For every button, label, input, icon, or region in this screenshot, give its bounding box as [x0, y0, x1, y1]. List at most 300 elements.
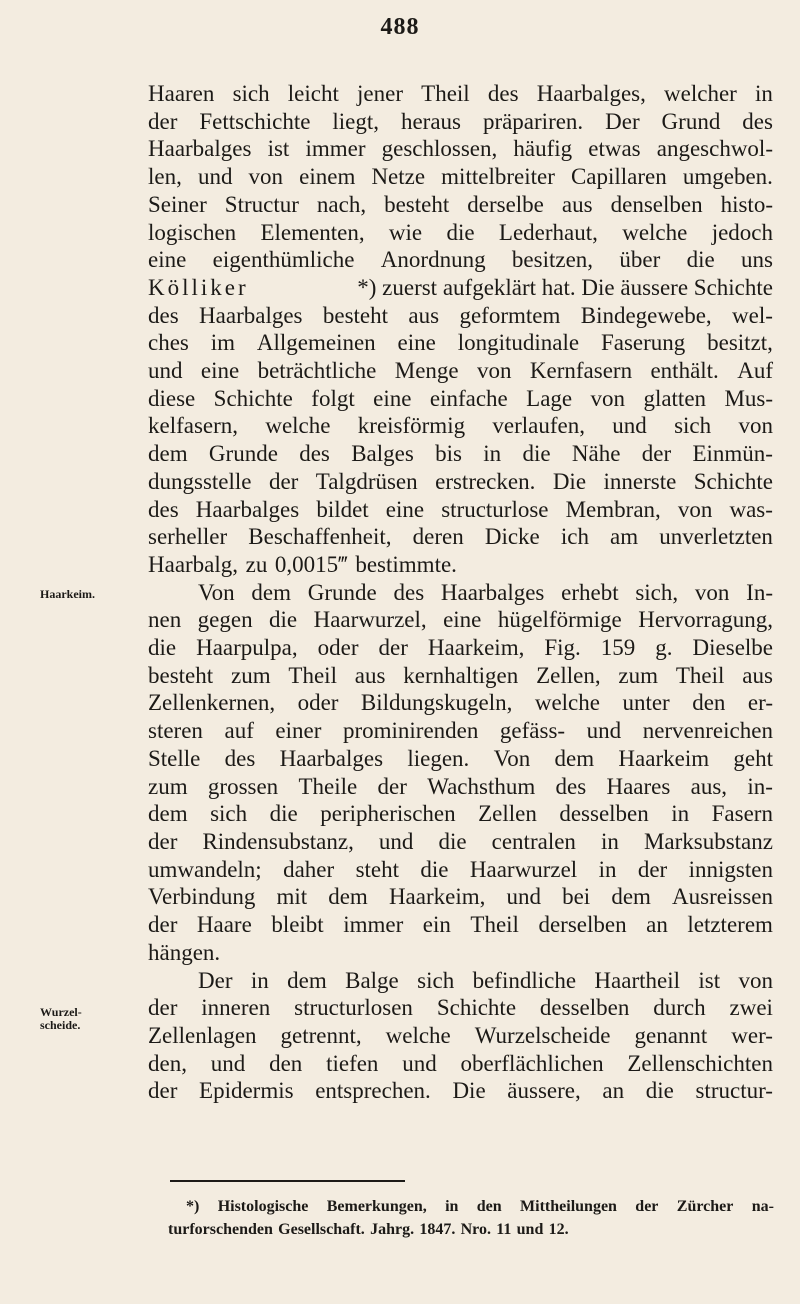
margin-note-haarkeim: Haarkeim.: [40, 587, 95, 601]
word: sich: [417, 967, 455, 993]
word: Balge: [345, 967, 399, 993]
word: Wurzelscheide: [474, 1022, 611, 1048]
word: Menge: [394, 358, 459, 384]
word: von: [677, 496, 713, 522]
word: hängen.: [148, 939, 221, 965]
word: Die: [452, 1078, 486, 1104]
word: Marksubstanz: [643, 828, 773, 854]
text-line: [148, 246, 773, 274]
word: zum: [230, 662, 271, 688]
word: Talgdrüsen: [315, 468, 418, 494]
text-line: [148, 717, 773, 745]
word: besitzt,: [707, 330, 773, 356]
word: Haarbalges: [148, 136, 252, 162]
word: Schichte: [213, 385, 293, 411]
word: Gesellschaft.: [278, 1221, 365, 1238]
word: Fettschichte: [199, 108, 311, 134]
word: in: [600, 828, 619, 854]
word: Capillaren: [570, 164, 667, 190]
word: geformtem: [459, 302, 561, 328]
text-line: [148, 662, 773, 690]
word: letzterem: [687, 912, 773, 938]
word: dem: [251, 579, 292, 605]
word: Einmün-: [692, 441, 773, 467]
text-line: [148, 163, 773, 191]
word: logischen: [148, 219, 237, 245]
word: g.: [655, 635, 673, 661]
word: den: [692, 690, 726, 716]
word: Die: [552, 468, 587, 494]
word: die: [645, 1078, 674, 1104]
text-line: [148, 606, 773, 634]
word: und: [586, 718, 622, 744]
word: Fig.: [544, 635, 581, 661]
text-line: [148, 523, 773, 551]
word: desselben: [559, 801, 649, 827]
word: immer: [305, 136, 366, 162]
word: Zürcher: [676, 1198, 734, 1215]
word: der: [148, 108, 178, 134]
word: entsprechen.: [315, 1078, 431, 1104]
word: dem: [554, 745, 595, 771]
word: etwas: [588, 136, 641, 162]
page-number: 488: [380, 14, 420, 40]
footnote: [168, 1195, 774, 1241]
word: Haarkeim,: [388, 884, 486, 910]
text-line: [148, 911, 773, 939]
word: Der: [198, 967, 233, 993]
word: kreisförmig: [357, 413, 466, 439]
word: von: [248, 164, 284, 190]
footnote-line: [168, 1218, 774, 1241]
word: von: [477, 358, 512, 384]
word: der: [378, 635, 408, 661]
word: Haarpulpa,: [196, 635, 298, 661]
word: kernhaltigen: [403, 662, 519, 688]
word: des: [224, 745, 256, 771]
word: Haarbalges: [199, 302, 303, 328]
word: und: [402, 1050, 437, 1076]
text-line: [148, 135, 773, 163]
word: häufig: [513, 136, 573, 162]
word: sich: [210, 801, 248, 827]
word: erstrecken.: [435, 468, 536, 494]
word: umgeben.: [682, 164, 773, 190]
word: Haarbalges: [440, 579, 545, 605]
word: peripherischen: [320, 801, 456, 827]
word: Histologische: [217, 1198, 309, 1215]
word: Membran,: [565, 496, 661, 522]
word: wer-: [731, 1022, 773, 1048]
word: ches: [148, 330, 189, 356]
word: er-: [747, 690, 773, 716]
word: Theil: [675, 662, 725, 688]
word: Structur: [224, 191, 299, 217]
word: in: [598, 856, 617, 882]
word: der: [637, 856, 668, 882]
word: unter: [622, 690, 670, 716]
word: heraus: [400, 108, 461, 134]
word: mittelbreiter: [441, 164, 555, 190]
word: Haares: [606, 773, 671, 799]
word: über: [619, 247, 661, 273]
word: Netze: [371, 164, 426, 190]
text-line: [148, 800, 773, 828]
word: Wachsthum: [427, 773, 536, 799]
word: bestimmte.: [355, 551, 457, 577]
word: einer: [275, 718, 322, 744]
text-line: [148, 468, 773, 496]
word: 159: [600, 635, 636, 661]
word: der: [635, 1198, 659, 1215]
word: erhebt: [561, 579, 619, 605]
word: eine: [148, 247, 187, 273]
word: Theil: [470, 912, 519, 938]
word: des: [393, 579, 425, 605]
word: der: [148, 1078, 178, 1104]
word: Grunde: [307, 579, 377, 605]
word: daher: [283, 856, 335, 882]
word: die: [438, 828, 467, 854]
text-line: [148, 329, 773, 357]
word: Bemerkungen,: [326, 1198, 427, 1215]
word: dungsstelle: [148, 468, 252, 494]
word: Haarwurzel: [469, 856, 578, 882]
word: dem: [148, 801, 188, 827]
word: an: [646, 912, 668, 938]
text-line: [148, 994, 773, 1022]
word: in: [671, 801, 690, 827]
word: Beschaffenheit,: [248, 524, 392, 550]
word: Stelle: [148, 745, 201, 771]
word: 11: [496, 1221, 512, 1238]
text-line: [148, 385, 773, 413]
word: Lederhaut,: [498, 219, 598, 245]
word: beträchtliche: [257, 358, 377, 384]
word: denselben: [610, 191, 703, 217]
word: Zellenkernen,: [148, 690, 276, 716]
word: Elementen,: [260, 219, 365, 245]
word: und: [612, 413, 647, 439]
word: in: [483, 441, 502, 467]
word: was-: [729, 496, 773, 522]
word: Zellen: [478, 801, 537, 827]
word: leicht: [287, 81, 339, 106]
word: welche: [265, 413, 331, 439]
word: tiefen: [326, 1050, 379, 1076]
word: sich: [674, 413, 712, 439]
word: Kernfasern: [529, 358, 633, 384]
word: des: [148, 496, 179, 522]
word: wie: [388, 219, 423, 245]
word: dem: [611, 884, 651, 910]
word: longitudinale: [457, 330, 580, 356]
word: len,: [148, 164, 182, 190]
footnote-divider: [170, 1180, 405, 1182]
word: Haare: [196, 912, 252, 938]
word: Bildungskugeln,: [360, 690, 513, 716]
word: inneren: [201, 995, 271, 1021]
word: an: [602, 1078, 625, 1104]
word: liegen.: [407, 745, 470, 771]
text-line: [148, 496, 773, 524]
word: dem: [287, 967, 327, 993]
text-line: [148, 551, 773, 579]
word: die: [420, 856, 449, 882]
word: durch: [653, 995, 706, 1021]
word: bildet: [316, 496, 369, 522]
word: eine: [397, 330, 436, 356]
word: centralen: [491, 828, 576, 854]
word: dem: [148, 441, 188, 467]
word: zwei: [729, 995, 773, 1021]
word: befindliche: [472, 967, 577, 993]
text-line: [148, 191, 773, 219]
paragraph-2: [148, 579, 773, 967]
word: in: [755, 81, 773, 106]
word: den: [269, 1050, 303, 1076]
word: die: [446, 219, 475, 245]
word: Balges: [351, 441, 414, 467]
word: des: [148, 302, 179, 328]
word: Haarkeim: [618, 745, 710, 771]
word: Haarkeim,: [427, 635, 525, 661]
word: desselben: [539, 995, 630, 1021]
word: Grunde: [208, 441, 278, 467]
word: in: [445, 1198, 459, 1215]
body-text: [148, 80, 773, 1105]
word: steren: [148, 718, 203, 744]
word: im: [210, 330, 236, 356]
word: jener: [357, 81, 403, 106]
word: sich: [232, 81, 270, 106]
footnote-line: [168, 1195, 774, 1218]
word: derselbe: [467, 191, 544, 217]
word: und: [378, 828, 414, 854]
word: Verbindung: [148, 884, 256, 910]
word: des: [555, 773, 587, 799]
word: unverletzten: [659, 524, 773, 550]
word: Jahrg.: [370, 1221, 415, 1238]
text-line: [148, 828, 773, 856]
word: den,: [148, 1050, 187, 1076]
word: dem: [328, 884, 368, 910]
word: Haaren: [148, 81, 215, 106]
word: innigsten: [688, 856, 773, 882]
margin-note-line: scheide.: [40, 1018, 81, 1032]
word: na-: [751, 1198, 774, 1215]
word: gefäss-: [499, 718, 566, 744]
word: der: [377, 773, 407, 799]
word: Von: [198, 579, 235, 605]
word: in: [250, 967, 269, 993]
word: jedoch: [711, 219, 773, 245]
word: aus: [354, 662, 386, 688]
word: von: [738, 413, 773, 439]
margin-note-wurzelscheide: [40, 1006, 150, 1032]
text-line: [148, 1022, 773, 1050]
word: Schichte: [693, 468, 773, 494]
word: Nro.: [460, 1221, 491, 1238]
paragraph-1: [148, 80, 773, 579]
word: kelfasern,: [148, 413, 239, 439]
word: auf: [224, 718, 254, 744]
word: liegt,: [332, 108, 380, 134]
text-line: [148, 689, 773, 717]
word: derselben: [538, 912, 627, 938]
word: In-: [746, 579, 773, 605]
word: Mittheilungen: [520, 1198, 617, 1215]
word: und: [506, 884, 541, 910]
word: oberflächlichen: [460, 1050, 604, 1076]
text-line: [148, 108, 773, 136]
text-line: [148, 1050, 773, 1078]
word: der: [641, 441, 672, 467]
word: Seiner: [148, 191, 207, 217]
word: eine: [385, 496, 425, 522]
word: von: [738, 967, 773, 993]
word: Mus-: [724, 385, 773, 411]
word: grossen: [207, 773, 279, 799]
word: Auf: [737, 358, 773, 384]
word: Der: [605, 108, 640, 134]
word: ist: [698, 967, 721, 993]
word: gegen: [197, 607, 253, 633]
word: Grund: [661, 108, 721, 134]
word: am: [610, 524, 639, 550]
text-line: [148, 219, 773, 247]
word: die: [522, 441, 551, 467]
word: Haarwurzel,: [313, 607, 427, 633]
word: eine: [443, 607, 482, 633]
word: des: [299, 441, 330, 467]
word: geht: [733, 745, 773, 771]
word: 0,0015‴: [274, 551, 348, 577]
word: wel-: [732, 302, 773, 328]
word: Bindegewebe,: [580, 302, 712, 328]
word: Ausreissen: [672, 884, 773, 910]
word: structurlosen: [294, 995, 413, 1021]
word: und: [148, 358, 183, 384]
word: Theil: [288, 662, 337, 688]
text-line: [148, 939, 773, 967]
text-line: [148, 357, 773, 385]
word: enthält.: [650, 358, 719, 384]
word: von: [694, 579, 730, 605]
word: uns: [741, 247, 773, 273]
word: turforschenden: [168, 1221, 273, 1238]
word: in-: [747, 773, 773, 799]
word: aus: [742, 662, 773, 688]
word: Dicke: [484, 524, 540, 550]
word: Nähe: [571, 441, 621, 467]
author-name: Kölliker: [148, 274, 249, 300]
word: zum: [618, 662, 659, 688]
word: besteht: [384, 191, 450, 217]
word: sich,: [635, 579, 679, 605]
word: structurlose: [441, 496, 549, 522]
text-line: [148, 80, 773, 108]
text-line: [148, 773, 773, 801]
text-line: [148, 634, 773, 662]
word: eine: [373, 385, 412, 411]
word: die: [269, 607, 298, 633]
word: ist: [267, 136, 290, 162]
word: Hervorragung,: [638, 607, 773, 633]
word: des: [742, 108, 773, 134]
word: aus,: [690, 773, 728, 799]
word: bleibt: [271, 912, 324, 938]
word: nen: [148, 607, 182, 633]
word: Anordnung: [380, 247, 486, 273]
word: Dieselbe: [692, 635, 773, 661]
word: genannt: [634, 1022, 708, 1048]
text-line: [148, 412, 773, 440]
word: *): [186, 1198, 200, 1215]
word: getrennt,: [280, 1022, 362, 1048]
margin-note-line: Wurzel-: [40, 1005, 82, 1019]
word: und: [197, 164, 233, 190]
word: einem: [299, 164, 356, 190]
text-rest: *) zuerst aufgeklärt hat. Die äussere Schichte: [357, 274, 773, 300]
word: Faserung: [600, 330, 686, 356]
word: Allgemeinen: [256, 330, 376, 356]
text-line: [148, 302, 773, 330]
word: folgt: [311, 385, 355, 411]
word: die: [686, 247, 715, 273]
word: und: [210, 1050, 246, 1076]
word: aus: [408, 302, 440, 328]
word: Zellenlagen: [148, 1022, 257, 1048]
word: einfache: [429, 385, 508, 411]
word: 12.: [548, 1221, 569, 1238]
word: nervenreichen: [642, 718, 773, 744]
word: steht: [355, 856, 400, 882]
text-line: [148, 745, 773, 773]
text-line: [148, 883, 773, 911]
word: hügelförmige: [497, 607, 622, 633]
word: der: [148, 995, 178, 1021]
word: der: [148, 828, 178, 854]
word: Theil: [421, 81, 470, 106]
word: Epidermis: [199, 1078, 294, 1104]
word: welche: [385, 1022, 451, 1048]
word: histo-: [720, 191, 773, 217]
word: innerste: [603, 468, 677, 494]
word: den: [476, 1198, 502, 1215]
word: bis: [435, 441, 462, 467]
text-line: [148, 579, 773, 607]
word: der: [268, 468, 299, 494]
text-line: [148, 967, 773, 995]
word: Rindensubstanz,: [202, 828, 354, 854]
word: präpariren.: [482, 108, 584, 134]
word: die: [148, 635, 177, 661]
word: glatten: [643, 385, 707, 411]
word: ein: [422, 912, 451, 938]
word: eine: [200, 358, 240, 384]
word: nach,: [316, 191, 367, 217]
word: besteht: [148, 662, 214, 688]
word: immer: [343, 912, 404, 938]
word: Haarbalges: [279, 745, 384, 771]
word: zum: [148, 773, 188, 799]
word: deren: [412, 524, 464, 550]
word: Theile: [298, 773, 358, 799]
word: angeschwol-: [656, 136, 773, 162]
word: Haartheil: [594, 967, 680, 993]
word: besteht: [322, 302, 389, 328]
